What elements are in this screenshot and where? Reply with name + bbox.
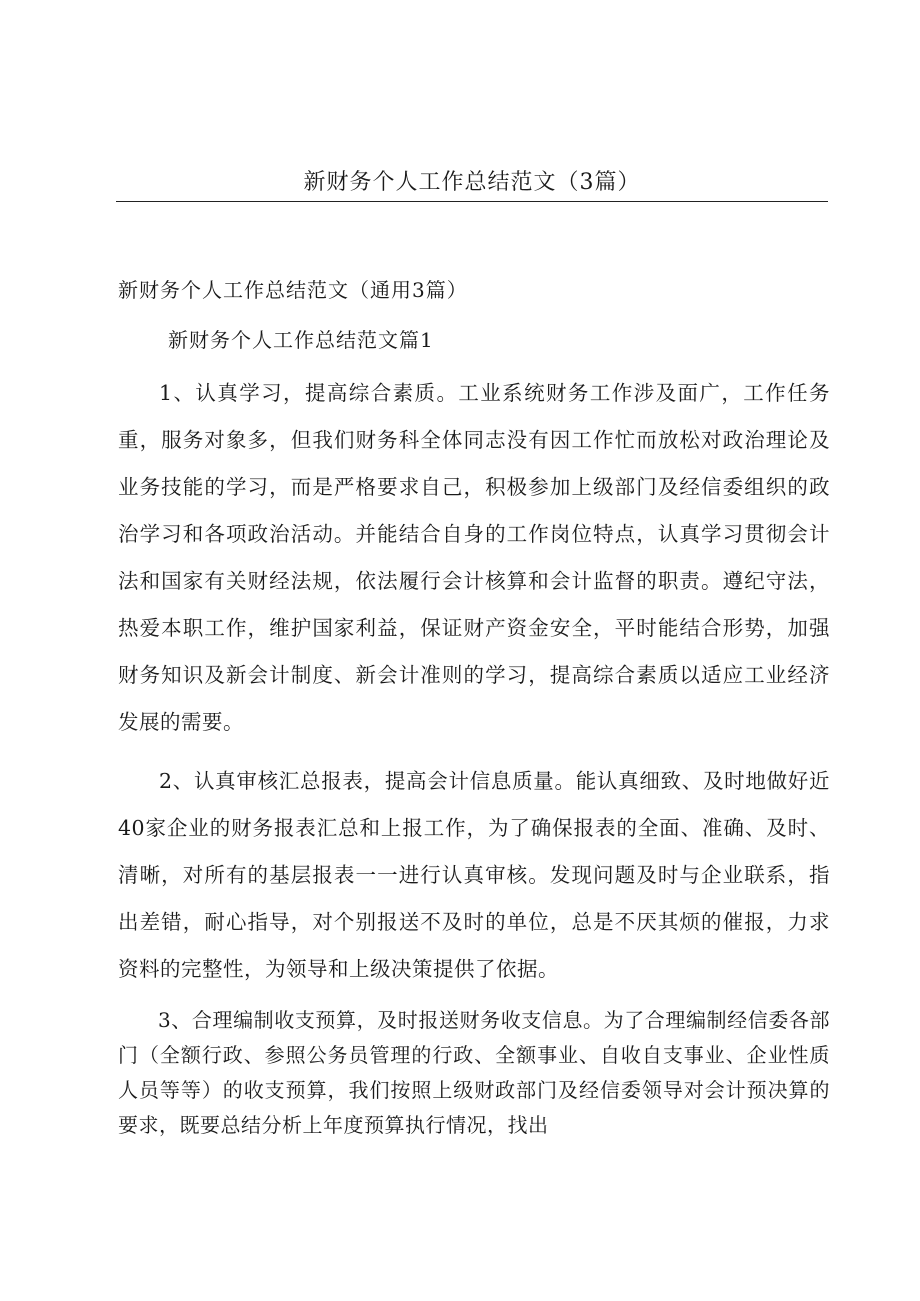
document-subtitle: 新财务个人工作总结范文（通用3篇）: [118, 278, 468, 302]
paragraph-3: 3、合理编制收支预算，及时报送财务收支信息。为了合理编制经信委各部门（全额行政、参照公务员管理的行政、全额事业、自收自支事业、企业性质人员等等）的收支预算，我们按照上级财政部门及经信委领导对会计预决算的要求，既要总结分析上年度预算执行情况，找出: [118, 1008, 830, 1137]
paragraph-1: 1、认真学习，提高综合素质。工业系统财务工作涉及面广，工作任务重，服务对象多，但我们财务科全体同志没有因工作忙而放松对政治理论及业务技能的学习，而是严格要求自己，积极参加上级部门及经信委组织的政治学习和各项政治活动。并能结合自身的工作岗位特点，认真学习贯彻会计法和国家有关财经法规，依法履行会计核算和会计监督的职责。遵纪守法，热爱本职工作，维护国家利益，保证财产资金安全，平时能结合形势，加强财务知识及新会计制度、新会计准则的学习，提高综合素质以适应工业经济发展的需要。: [118, 381, 830, 734]
document-title: 新财务个人工作总结范文（3篇）: [303, 170, 641, 195]
title-underline: [116, 201, 828, 202]
paragraph-2: 2、认真审核汇总报表，提高会计信息质量。能认真细致、及时地做好近40家企业的财务报表汇总和上报工作，为了确保报表的全面、准确、及时、清晰，对所有的基层报表一一进行认真审核。发现问题及时与企业联系，指出差错，耐心指导，对个别报送不及时的单位，总是不厌其烦的催报，力求资料的完整性，为领导和上级决策提供了依据。: [118, 769, 830, 981]
section-heading: 新财务个人工作总结范文篇1: [168, 328, 434, 352]
